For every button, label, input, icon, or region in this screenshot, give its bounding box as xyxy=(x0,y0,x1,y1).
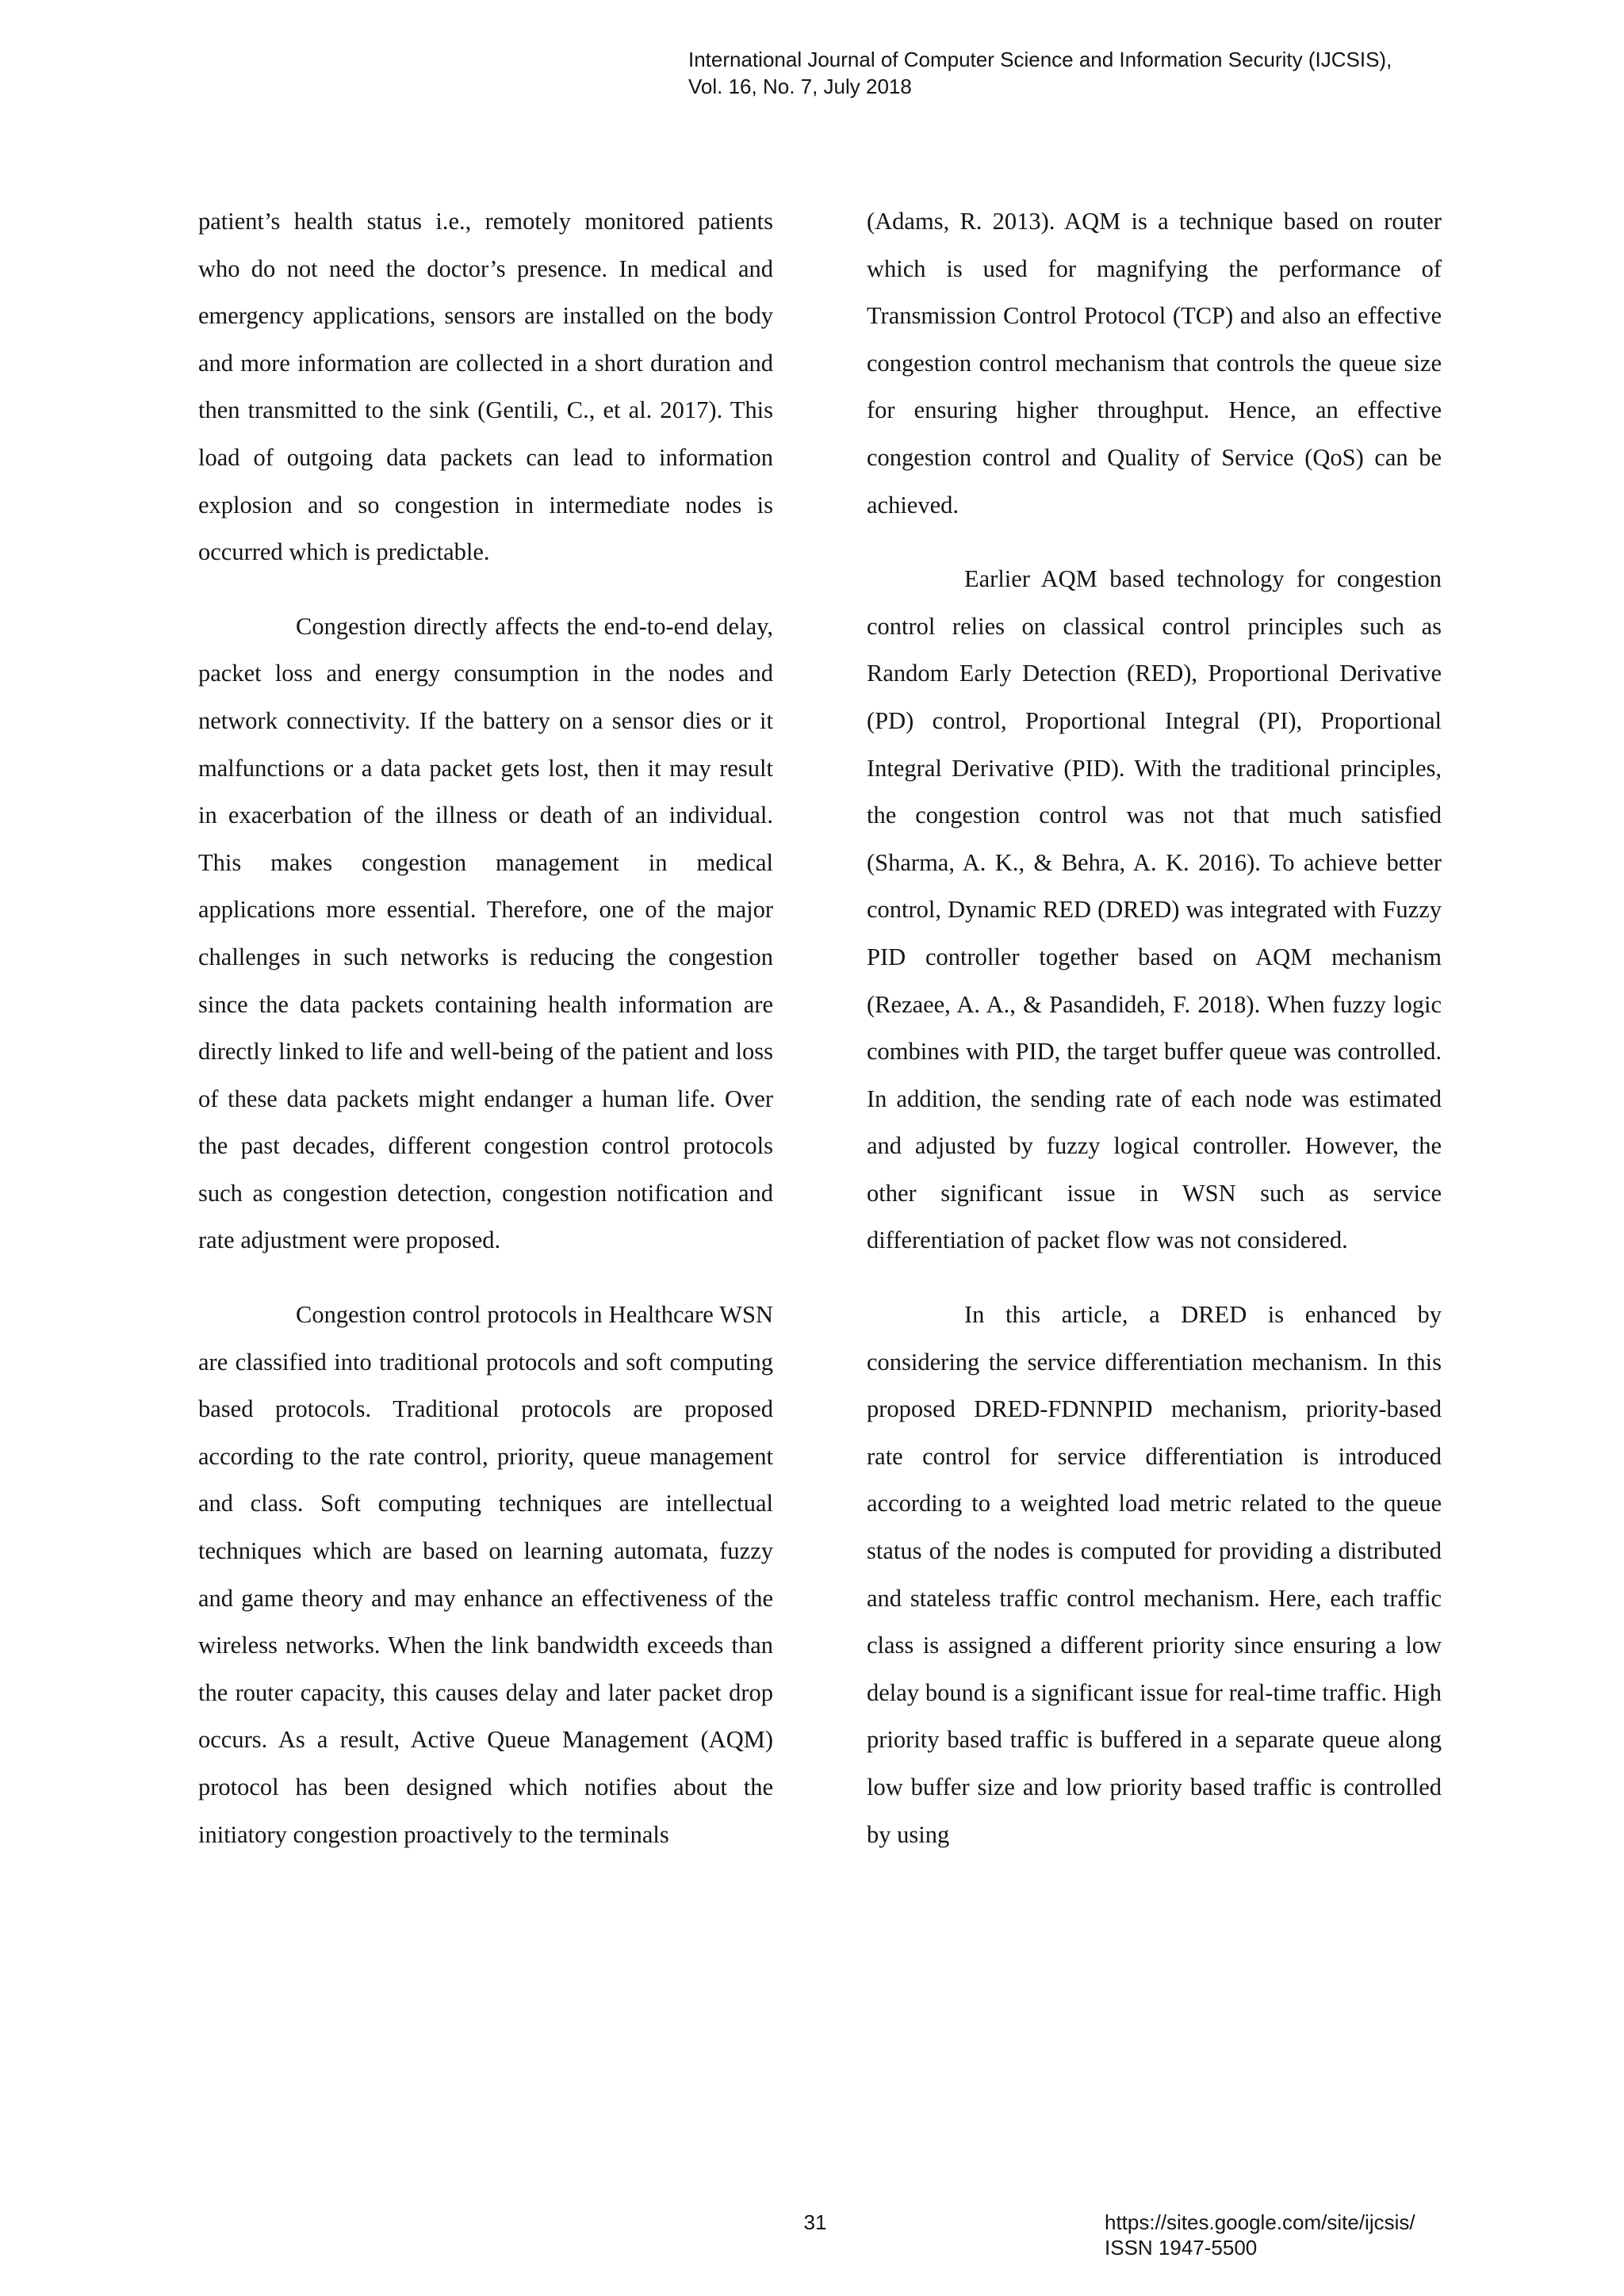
right-column xyxy=(867,198,1442,1858)
paragraph: Earlier AQM based technology for congestion control relies on classical control principles such as Random Early Detection (RED), Proportional Derivative (PD) control, Proportional Integral (PI), Proportional Integral Derivative (PID). With the traditional principles, the congestion control was not that much satisfied (Sharma, A. K., & Behra, A. K. 2016). To achieve better control, Dynamic RED (DRED) was integrated with Fuzzy PID controller together based on AQM mechanism (Rezaee, A. A., & Pasandideh, F. 2018). When fuzzy logic combines with PID, the target buffer queue was controlled. In addition, the sending rate of each node was estimated and adjusted by fuzzy logical controller. However, the other significant issue in WSN such as service differentiation of packet flow was not considered. xyxy=(867,565,1442,1254)
paragraph: Congestion control protocols in Healthcare WSN are classified into traditional protocols and soft computing based protocols. Traditional protocols are proposed according to the rate control, priority, queue management and class. Soft computing techniques are intellectual techniques which are based on learning automata, fuzzy and game theory and may enhance an effectiveness of the wireless networks. When the link bandwidth exceeds than the router capacity, this causes delay and later packet drop occurs. As a result, Active Queue Management (AQM) protocol has been designed which notifies about the initiatory congestion proactively to the terminals xyxy=(198,1301,773,1848)
journal-header xyxy=(688,46,1608,100)
journal-volume-line: Vol. 16, No. 7, July 2018 xyxy=(688,75,912,98)
footer-info xyxy=(1105,2210,1415,2260)
paragraph: Congestion directly affects the end-to-end delay, packet loss and energy consumption in the nodes and network connectivity. If the battery on a sensor dies or it malfunctions or a data packet gets lost, then it may result in exacerbation of the illness or death of an individual. This makes congestion management in medical applications more essential. Therefore, one of the major challenges in such networks is reducing the congestion since the data packets containing health information are directly linked to life and well-being of the patient and loss of these data packets might endanger a human life. Over the past decades, different congestion control protocols such as congestion detection, congestion notification and rate adjustment were proposed. xyxy=(198,612,773,1254)
issn-text: ISSN 1947-5500 xyxy=(1105,2236,1258,2260)
paragraph: (Adams, R. 2013). AQM is a technique based on router which is used for magnifying the performance of Transmission Control Protocol (TCP) and also an effective congestion control mechanism that controls the queue size for ensuring higher throughput. Hence, an effective congestion control and Quality of Service (QoS) can be achieved. xyxy=(867,208,1442,519)
left-column xyxy=(198,198,773,1858)
paragraph: In this article, a DRED is enhanced by considering the service differentiation mechanism. In this proposed DRED-FDNNPID mechanism, priority-based rate control for service differentiation is introduced according to a weighted load metric related to the queue status of the nodes is computed for providing a distributed and stateless traffic control mechanism. Here, each traffic class is assigned a different priority since ensuring a low delay bound is a significant issue for real-time traffic. High priority based traffic is buffered in a separate queue along low buffer size and low priority based traffic is controlled by using xyxy=(867,1301,1442,1848)
page-number: 31 xyxy=(803,2210,827,2234)
paragraph: patient’s health status i.e., remotely monitored patients who do not need the doctor’s presence. In medical and emergency applications, sensors are installed on the body and more information are collected in a short duration and then transmitted to the sink (Gentili, C., et al. 2017). This load of outgoing data packets can lead to information explosion and so congestion in intermediate nodes is occurred which is predictable. xyxy=(198,208,773,566)
journal-title-line: International Journal of Computer Science and Information Security (IJCSIS), xyxy=(688,48,1392,71)
journal-url-link[interactable]: https://sites.google.com/site/ijcsis/ xyxy=(1105,2210,1415,2234)
